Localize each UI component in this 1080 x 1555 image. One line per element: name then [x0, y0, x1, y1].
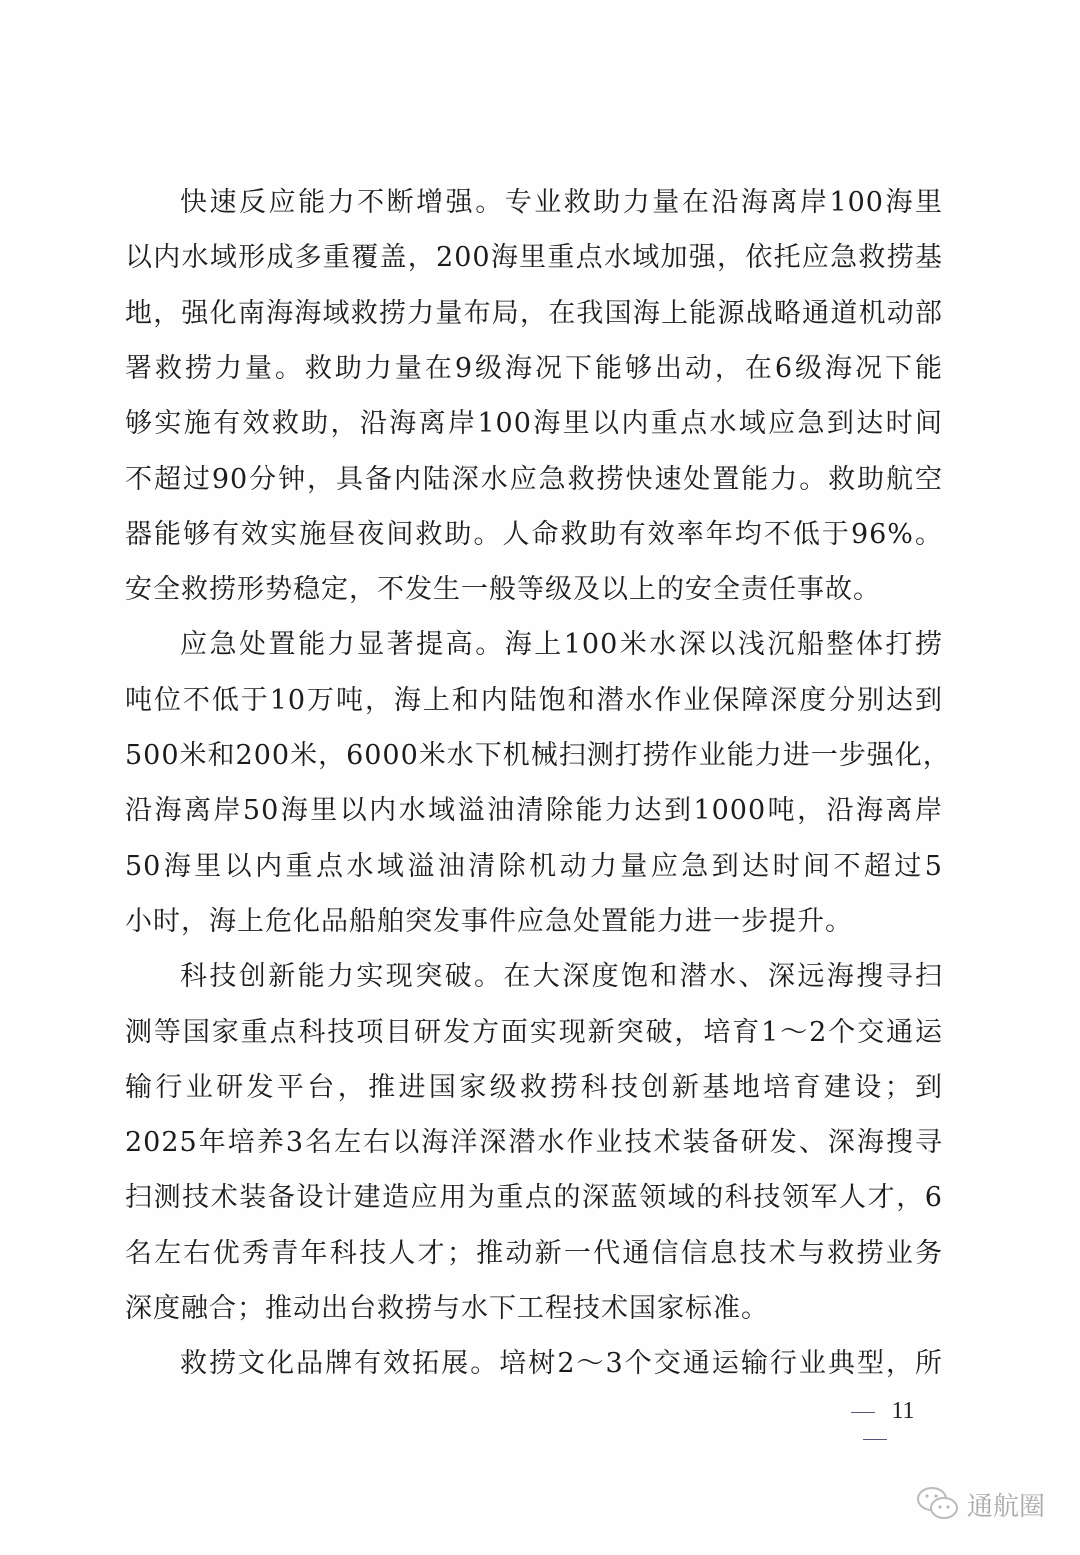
text-line: 以内水域形成多重覆盖，200海里重点水域加强，依托应急救捞基: [125, 242, 943, 274]
text-line: 沿海离岸50海里以内水域溢油清除能力达到1000吨，沿海离岸: [125, 795, 943, 827]
text-line: 地，强化南海海域救捞力量布局，在我国海上能源战略通道机动部: [125, 297, 943, 329]
page-number: [815, 1398, 935, 1452]
text-line: 吨位不低于10万吨，海上和内陆饱和潜水作业保障深度分别达到: [125, 684, 943, 716]
text-line: 扫测技术装备设计建造应用为重点的深蓝领域的科技领军人才，6: [125, 1182, 943, 1214]
wechat-watermark: [915, 1485, 1045, 1523]
text-line: 深度融合；推动出台救捞与水下工程技术国家标准。: [125, 1293, 769, 1324]
text-line: 安全救捞形势稳定，不发生一般等级及以上的安全责任事故。: [125, 574, 881, 606]
text-line: 500米和200米，6000米水下机械扫测打捞作业能力进一步强化，: [125, 740, 951, 771]
text-line: 2025年培养3名左右以海洋深潜水作业技术装备研发、深海搜寻: [125, 1127, 943, 1159]
text-line: 测等国家重点科技项目研发方面实现新突破，培育1～2个交通运: [125, 1016, 943, 1048]
text-line: 快速反应能力不断增强。专业救助力量在沿海离岸100海里: [180, 187, 943, 218]
text-line: 50海里以内重点水域溢油清除机动力量应急到达时间不超过5: [125, 850, 943, 882]
text-line: 输行业研发平台，推进国家级救捞科技创新基地培育建设；到: [125, 1071, 943, 1103]
text-line: 署救捞力量。救助力量在9级海况下能够出动，在6级海况下能: [125, 352, 943, 384]
text-line: 够实施有效救助，沿海离岸100海里以内重点水域应急到达时间: [125, 408, 943, 440]
text-line: 科技创新能力实现突破。在大深度饱和潜水、深远海搜寻扫: [180, 961, 943, 993]
page-number-text: 11: [891, 1398, 915, 1424]
watermark-text: 通航圈: [967, 1491, 1046, 1522]
text-line: 名左右优秀青年科技人才；推动新一代通信信息技术与救捞业务: [125, 1237, 943, 1269]
text-line: 小时，海上危化品船舶突发事件应急处置能力进一步提升。: [125, 905, 853, 937]
text-line: 应急处置能力显著提高。海上100米水深以浅沉船整体打捞: [180, 629, 943, 661]
text-line: 不超过90分钟，具备内陆深水应急救捞快速处置能力。救助航空: [125, 463, 943, 495]
wechat-icon: [915, 1485, 961, 1523]
text-line: 救捞文化品牌有效拓展。培树2～3个交通运输行业典型，所: [180, 1348, 943, 1380]
text-line: 器能够有效实施昼夜间救助。人命救助有效率年均不低于96%。: [125, 518, 943, 550]
